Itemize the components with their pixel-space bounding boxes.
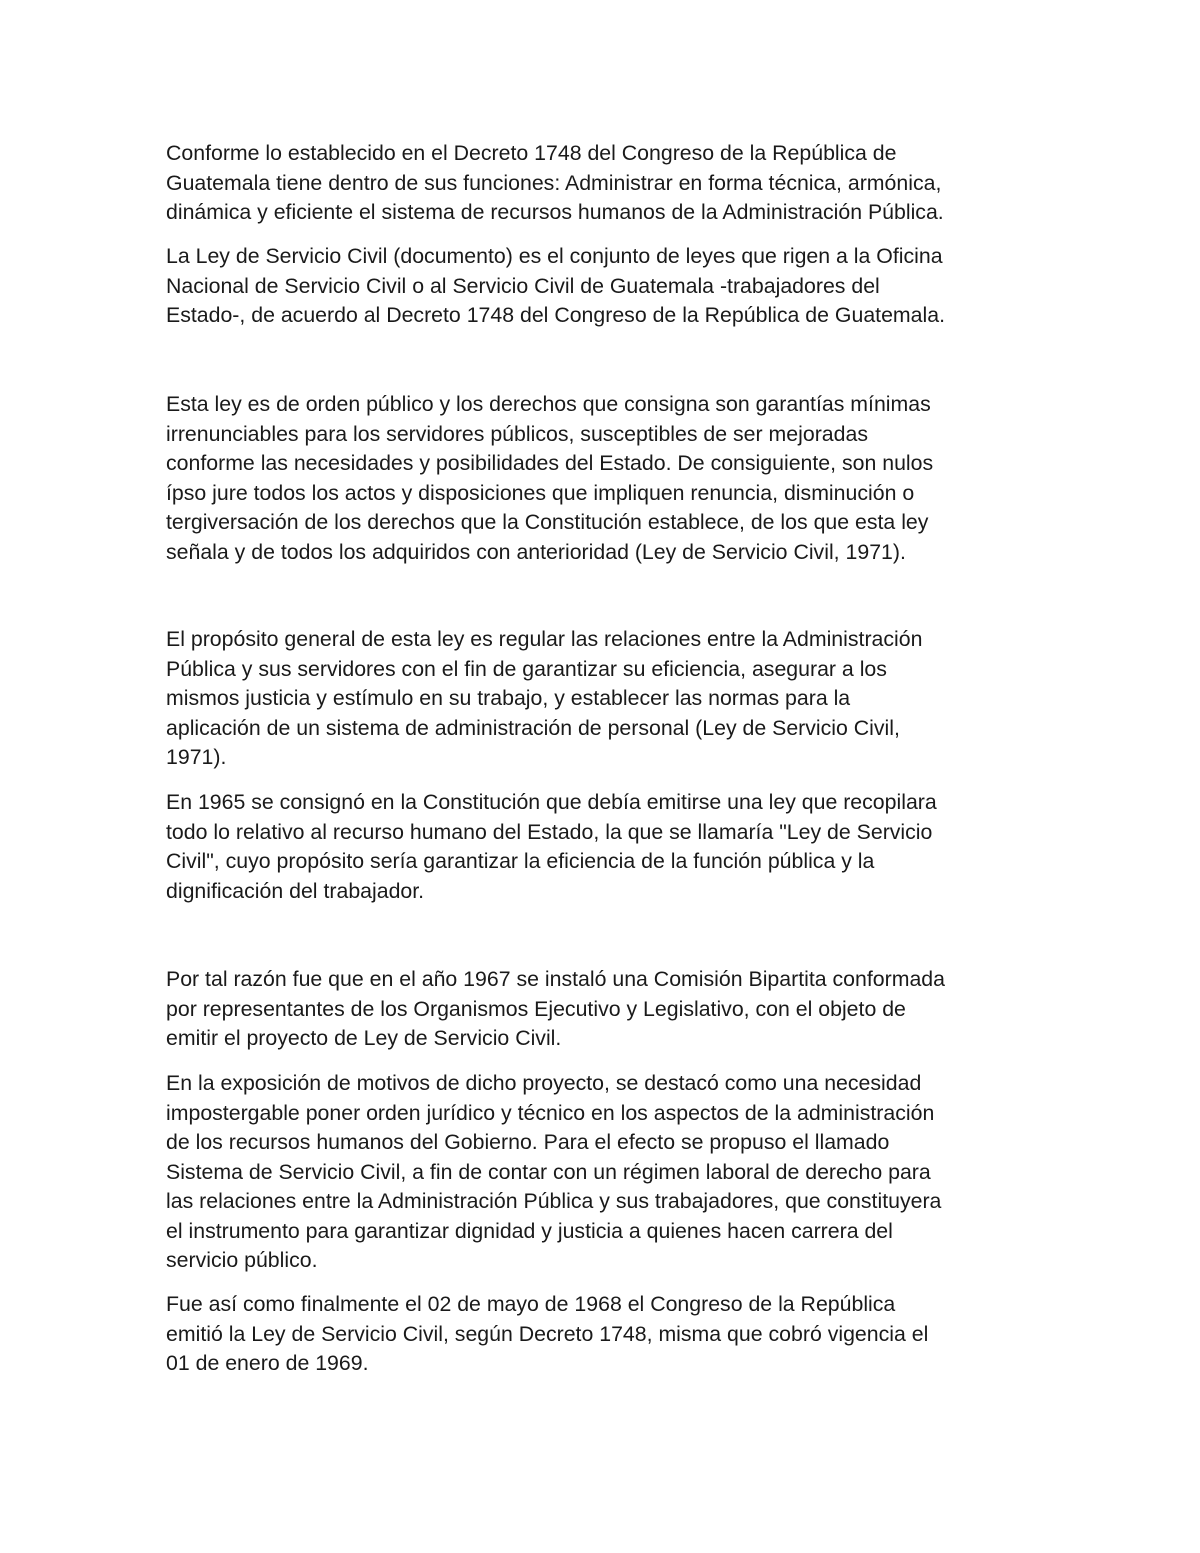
paragraph-3: Esta ley es de orden público y los derechos que consigna son garantías mínimas irrenunciables para los servidores públicos, susceptibles de ser mejoradas conforme las necesidades y posibilidades del Estado. De consiguiente, son nulos ípso jure todos los actos y disposiciones que impliquen renuncia, disminución o tergiversación de los derechos que la Constitución establece, de los que esta ley señala y de todos los adquiridos con anterioridad (Ley de Servicio Civil, 1971).: [166, 392, 934, 564]
paragraph-6: Por tal razón fue que en el año 1967 se instaló una Comisión Bipartita conformada por representantes de los Organismos Ejecutivo y Legislativo, con el objeto de emitir el proyecto de Ley de Servicio Civil.: [166, 967, 946, 1050]
paragraph-1: Conforme lo establecido en el Decreto 1748 del Congreso de la República de Guatemala tiene dentro de sus funciones: Administrar en forma técnica, armónica, dinámica y eficiente el sistema de recursos humanos de la Administración Pública.: [166, 141, 944, 224]
paragraph-8: Fue así como finalmente el 02 de mayo de 1968 el Congreso de la República emitió la Ley de Servicio Civil, según Decreto 1748, misma que cobró vigencia el 01 de enero de 1969.: [166, 1292, 929, 1375]
paragraph-7: En la exposición de motivos de dicho proyecto, se destacó como una necesidad impostergable poner orden jurídico y técnico en los aspectos de la administración de los recursos humanos del Gobierno. Para el efecto se propuso el llamado Sistema de Servicio Civil, a fin de contar con un régimen laboral de derecho para las relaciones entre la Administración Pública y sus trabajadores, que constituyera el instrumento para garantizar dignidad y justicia a quienes hacen carrera del servicio público.: [166, 1071, 942, 1272]
paragraph-5: En 1965 se consignó en la Constitución que debía emitirse una ley que recopilara todo lo relativo al recurso humano del Estado, la que se llamaría "Ley de Servicio Civil", cuyo propósito sería garantizar la eficiencia de la función pública y la dignificación del trabajador.: [166, 790, 937, 903]
paragraph-2: La Ley de Servicio Civil (documento) es el conjunto de leyes que rigen a la Oficina Nacional de Servicio Civil o al Servicio Civil de Guatemala -trabajadores del Estado-, de acuerdo al Decreto 1748 del Congreso de la República de Guatemala.: [166, 244, 946, 327]
paragraph-4: El propósito general de esta ley es regular las relaciones entre la Administración Pública y sus servidores con el fin de garantizar su eficiencia, asegurar a los mismos justicia y estímulo en su trabajo, y establecer las normas para la aplicación de un sistema de administración de personal (Ley de Servicio Civil, 1971).: [166, 627, 923, 769]
